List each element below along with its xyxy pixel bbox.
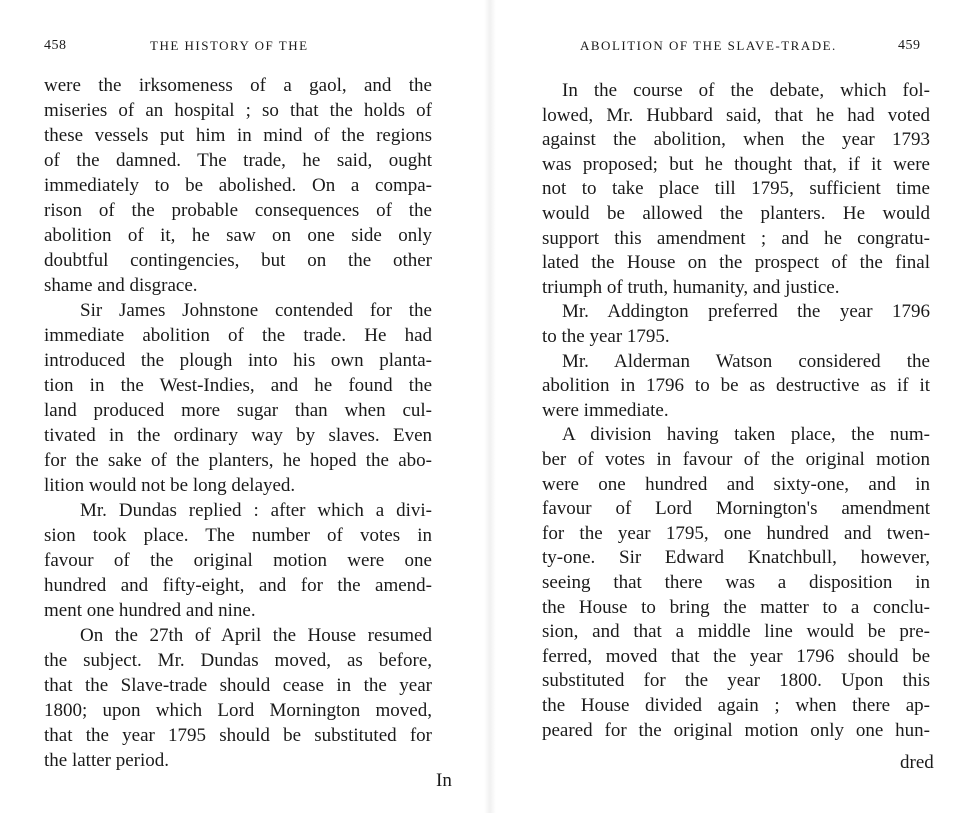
text-line: were one hundred and sixty-one, and in <box>542 473 930 495</box>
text-line: A division having taken place, the num- <box>562 424 930 446</box>
text-line: ty-one. Sir Edward Knatchbull, however, <box>542 547 930 569</box>
text-line: the subject. Mr. Dundas moved, as before, <box>44 650 432 671</box>
text-line: lowed, Mr. Hubbard said, that he had voted <box>542 104 930 126</box>
text-line: peared for the original motion only one hun- <box>542 719 930 741</box>
text-line: for the sake of the planters, he hoped the abo- <box>44 450 432 471</box>
text-line: would be allowed the planters. He would <box>542 203 930 224</box>
text-line: against the abolition, when the year 1793 <box>542 129 930 151</box>
text-line: seeing that there was a disposition in <box>542 572 930 593</box>
text-line: sion, and that a middle line would be pre- <box>542 621 930 643</box>
page-number: 459 <box>898 38 921 53</box>
text-line: land produced more sugar than when cul- <box>44 400 432 421</box>
text-line: ferred, moved that the year 1796 should be <box>542 645 930 667</box>
text-line: immediate abolition of the trade. He had <box>44 325 432 346</box>
text-line: favour of Lord Mornington's amendment <box>542 498 930 520</box>
text-line: On the 27th of April the House resumed <box>80 625 432 646</box>
text-line: favour of the original motion were one <box>44 550 432 571</box>
text-line: 1800; upon which Lord Mornington moved, <box>44 700 432 721</box>
text-line: the House to bring the matter to a conclu- <box>542 596 930 618</box>
text-line: tion in the West-Indies, and he found the <box>44 375 432 396</box>
text-line: Mr. Alderman Watson considered the <box>562 350 930 372</box>
text-line: for the year 1795, one hundred and twen- <box>542 522 930 544</box>
text-line: these vessels put him in mind of the regions <box>44 125 432 146</box>
text-line: introduced the plough into his own planta- <box>44 350 432 371</box>
text-line: ment one hundred and nine. <box>44 600 256 621</box>
text-line: immediately to be abolished. On a compa- <box>44 175 432 196</box>
text-line: substituted for the year 1800. Upon this <box>542 670 930 692</box>
text-line: the latter period. <box>44 750 170 771</box>
text-line: Mr. Addington preferred the year 1796 <box>562 301 930 323</box>
text-line: support this amendment ; and he congratu- <box>542 227 930 249</box>
text-line: of the damned. The trade, he said, ought <box>44 150 432 171</box>
text-line: that the year 1795 should be substituted for <box>44 725 432 746</box>
running-head: THE HISTORY OF THE <box>150 38 309 53</box>
text-line: abolition in 1796 to be as destructive as if it <box>542 375 930 397</box>
text-line: lated the House on the prospect of the final <box>542 252 930 274</box>
running-head: ABOLITION OF THE SLAVE-TRADE. <box>580 38 837 53</box>
text-line: In the course of the debate, which fol- <box>562 80 930 101</box>
text-line: sion took place. The number of votes in <box>44 525 432 546</box>
text-line: triumph of truth, humanity, and justice. <box>542 276 840 298</box>
text-line: Sir James Johnstone contended for the <box>80 300 432 321</box>
catchword: dred <box>900 752 934 773</box>
text-line: were the irksomeness of a gaol, and the <box>44 75 432 96</box>
text-line: tivated in the ordinary way by slaves. Even <box>44 425 432 446</box>
catchword: In <box>436 770 452 791</box>
text-line: Mr. Dundas replied : after which a divi- <box>80 500 432 521</box>
text-line: that the Slave-trade should cease in the year <box>44 675 432 696</box>
text-line: miseries of an hospital ; so that the holds of <box>44 100 432 121</box>
text-line: the House divided again ; when there ap- <box>542 695 930 716</box>
right-page <box>490 0 980 813</box>
text-line: rison of the probable consequences of the <box>44 200 432 221</box>
text-line: doubtful contingencies, but on the other <box>44 250 432 271</box>
text-line: to the year 1795. <box>542 326 670 347</box>
text-line: was proposed; but he thought that, if it were <box>542 153 930 175</box>
text-line: shame and disgrace. <box>44 275 198 296</box>
page-number: 458 <box>44 38 67 53</box>
text-line: were immediate. <box>542 399 669 421</box>
text-line: not to take place till 1795, sufficient time <box>542 178 930 200</box>
text-line: abolition of it, he saw on one side only <box>44 225 432 246</box>
text-line: lition would not be long delayed. <box>44 475 296 496</box>
text-line: hundred and fifty-eight, and for the amend- <box>44 575 432 596</box>
text-line: ber of votes in favour of the original motion <box>542 449 930 470</box>
